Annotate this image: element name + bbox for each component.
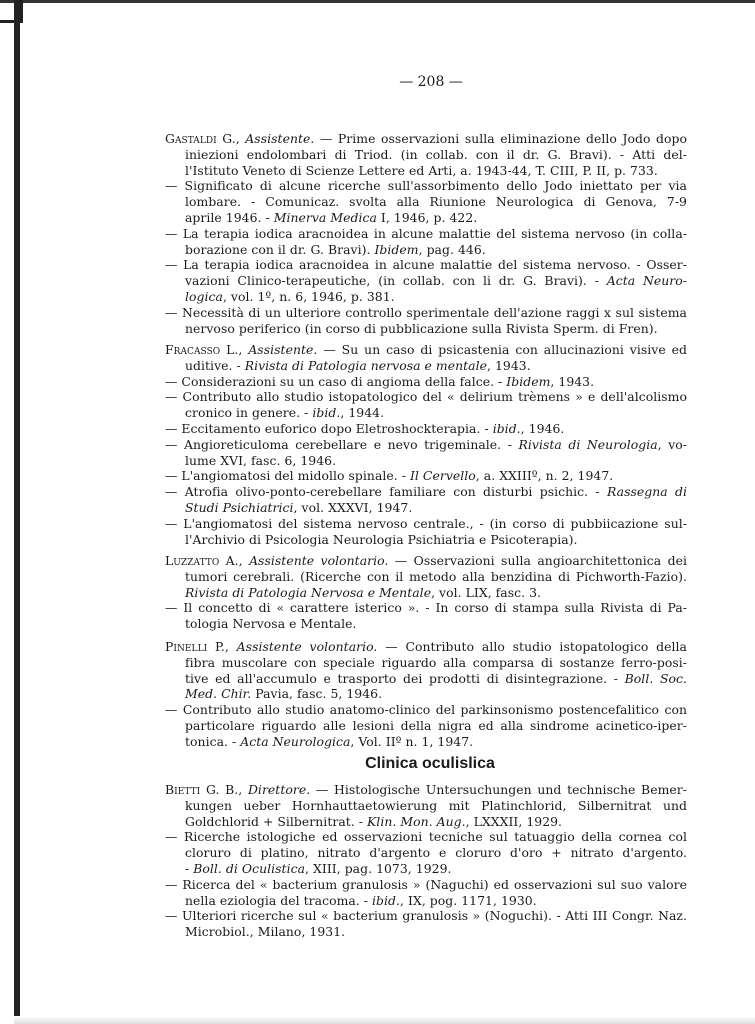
text-segment: — Angioreticuloma cerebellare e nevo trigeminale. - (165, 436, 519, 452)
text-segment: — Eccitamento euforico dopo Eletroshockterapia. - (165, 421, 493, 436)
text-line (185, 194, 687, 209)
text-segment: kungen ueber Hornhauttaetowierung mit Platinchlorid, Silbernitrat und (185, 797, 687, 813)
text-line (185, 734, 687, 749)
italic-text: Direttore. (247, 782, 311, 797)
text-line (165, 639, 687, 654)
text-segment: , 1943. (486, 357, 531, 373)
text-line (165, 553, 687, 568)
text-line (165, 374, 687, 389)
author-name: Gastaldi (165, 131, 217, 146)
page-number: — 208 — (399, 74, 463, 90)
text-segment: — L'angiomatosi del midollo spinale. - (165, 468, 410, 484)
text-line (165, 600, 687, 615)
italic-text: Assistente. (245, 131, 315, 146)
author-name: Bietti (165, 782, 201, 797)
text-segment: — Prime osservazioni sulla eliminazione dello Jodo dopo (314, 131, 687, 146)
text-line (185, 453, 687, 468)
text-segment: — Contributo allo studio anatomo-clinico del parkinsonismo postencefalitico con (165, 702, 687, 718)
italic-text: Assistente volontario. (249, 553, 389, 568)
text-line (185, 893, 687, 908)
text-segment: nella eziologia del tracoma. - (185, 892, 373, 908)
author-name: Pinelli (165, 639, 208, 654)
text-segment: — La terapia iodica aracnoidea in alcune malattie del sistema nervoso (in colla- (165, 225, 687, 241)
italic-text: Boll. di Oculistica (193, 861, 306, 876)
text-line (185, 585, 687, 600)
italic-text: Rivista di Neurologia (518, 436, 658, 452)
text-line (185, 210, 687, 225)
scan-border-top (0, 0, 755, 3)
text-segment: nervoso periferico (in corso di pubblicazione sulla Rivista Sperm. di Fren). (185, 320, 658, 336)
italic-text: ibid. (312, 405, 341, 421)
text-line (165, 468, 687, 483)
text-segment: — Contributo allo studio istopatologico del « delirium trèmens » e dell'alcolismo (165, 389, 687, 405)
text-segment: — Considerazioni su un caso di angioma della falce. - (165, 373, 507, 389)
text-segment: — Ricerca del « bacterium granulosis » (Naguchi) ed osservazioni sul suo valore (165, 876, 687, 892)
italic-text: Boll. Soc. (624, 670, 687, 686)
text-segment: tive ed all'accumulo e trasporto dei prodotti di disintegrazione. - (185, 670, 625, 686)
italic-text: Minerva Medica (273, 210, 377, 225)
text-segment: — Su un caso di psicastenia con allucinazioni visive ed (317, 342, 688, 357)
text-segment: , vol. 1º, n. 6, 1946, p. 381. (222, 289, 395, 304)
text-segment: — Necessità di un ulteriore controllo sperimentale dell'azione raggi x sul sistema (165, 304, 687, 320)
text-segment: , LXXXII, 1929. (465, 813, 563, 829)
italic-text: Acta Neurologica (240, 733, 351, 749)
text-segment: , 1944. (340, 405, 385, 421)
text-line (185, 845, 687, 860)
text-segment: — L'angiomatosi del sistema nervoso centrale., - (in corso di pubbiicazione sul- (165, 515, 687, 531)
text-segment: borazione con il dr. G. Bravi). (185, 241, 375, 257)
text-segment: , 1946. (520, 421, 565, 436)
text-line (185, 814, 687, 829)
text-line (165, 342, 687, 357)
text-line (165, 782, 687, 797)
italic-text: logica (185, 289, 223, 304)
text-line (185, 405, 687, 420)
text-segment: — Contributo allo studio istopatologico della (377, 639, 687, 654)
text-line (165, 421, 687, 436)
text-line (185, 242, 687, 257)
text-segment: , IX, pog. 1171, 1930. (400, 892, 537, 908)
text-line (185, 718, 687, 733)
text-segment: , XIII, pag. 1073, 1929. (305, 861, 452, 876)
italic-text: Rivista di Patologia nervosa e mentale (244, 357, 487, 373)
text-line (185, 569, 687, 584)
text-line (185, 163, 687, 178)
text-segment: G., (216, 131, 246, 146)
text-segment: - (185, 861, 194, 876)
italic-text: Il Cervello (409, 468, 476, 484)
text-line (185, 671, 687, 686)
text-segment: lume XVI, fasc. 6, 1946. (185, 452, 337, 468)
text-segment: A., (219, 553, 250, 568)
text-line (165, 516, 687, 531)
text-line (165, 877, 687, 892)
text-line (165, 484, 687, 499)
text-segment: P., (207, 639, 237, 654)
text-line (185, 861, 687, 876)
text-line (185, 686, 687, 701)
text-line (165, 131, 687, 146)
text-line (185, 289, 687, 304)
text-segment: — Il concetto di « carattere isterico ». - In corso di stampa sulla Rivista di Pa- (165, 600, 687, 616)
text-segment: , a. XXIIIº, n. 2, 1947. (475, 468, 614, 484)
italic-text: Assistente volontario. (236, 639, 378, 654)
italic-text: Rassegna di (606, 484, 687, 500)
italic-text: Med. Chir. (185, 686, 252, 702)
italic-text: ibid. (492, 421, 521, 436)
text-segment: Goldchlorid + Silbernitrat. - (185, 813, 367, 829)
text-line (165, 226, 687, 241)
text-line (185, 532, 687, 547)
text-line (165, 389, 687, 404)
text-segment: uditive. - (185, 357, 245, 373)
text-segment: fibra muscolare con speciale riguardo alla comparsa di sostanze ferro-posi- (185, 654, 687, 670)
text-segment: cronico in genere. - (185, 405, 313, 421)
text-segment: I, 1946, p. 422. (376, 210, 478, 225)
text-segment: — La terapia iodica aracnoidea in alcune malattie del sistema nervoso. - Osser- (165, 257, 687, 273)
text-line (165, 437, 687, 452)
text-segment: — Osservazioni sulla angioarchitettonica dei (388, 553, 687, 568)
text-segment: — Atrofia olivo-ponto-cerebellare familiare con disturbi psichic. - (165, 484, 607, 500)
italic-text: Studi Psichiatrici (185, 500, 294, 515)
text-segment: — Histologische Untersuchungen und technische Bemer- (310, 782, 687, 797)
italic-text: Assistente. (248, 342, 318, 357)
text-line (165, 257, 687, 272)
text-line (185, 321, 687, 336)
text-line (165, 178, 687, 193)
text-line (165, 829, 687, 844)
text-segment: l'Archivio di Psicologia Neurologia Psichiatria e Psicoterapia). (185, 531, 578, 547)
text-line (185, 924, 687, 939)
text-segment: cloruro di platino, nitrato d'argento e cloruro d'oro + nitrato d'argento. (185, 845, 687, 861)
italic-text: Klin. Mon. Aug. (367, 813, 466, 829)
text-segment: particolare riguardo alle lesioni della nigra ed alla sindrome acinetico-iper- (185, 718, 687, 733)
text-line (185, 616, 687, 631)
text-segment: iniezioni endolombari di Triod. (in collab. con il dr. G. Bravi). - Atti del- (185, 146, 687, 162)
text-line (185, 358, 687, 373)
text-segment: vazioni Clinico-terapeutiche, (in collab. con li dr. G. Bravi). - (185, 273, 607, 289)
italic-text: Rivista di Patologia Nervosa e Mentale (185, 584, 432, 600)
text-line (185, 798, 687, 813)
text-segment: , pag. 446. (418, 241, 486, 257)
italic-text: Acta Neuro- (606, 273, 688, 289)
text-segment: lombare. - Comunicaz. svolta alla Riunione Neurologica di Genova, 7-9 (185, 194, 687, 210)
text-line (185, 273, 687, 288)
text-segment: l'Istituto Veneto di Scienze Lettere ed Arti, a. 1943-44, T. CIII, P. II, p. 733. (185, 162, 658, 178)
text-segment: — Ulteriori ricerche sul « bacterium granulosis » (Noguchi). - Atti III Congr. Naz. (165, 908, 687, 924)
text-segment: aprile 1946. - (185, 210, 274, 225)
text-segment: , vo- (657, 436, 687, 452)
text-segment: — Significato di alcune ricerche sull'assorbimento dello Jodo iniettato per via (165, 178, 687, 194)
section-heading: Clinica oculislica (365, 755, 495, 772)
text-segment: G. B., (200, 782, 248, 797)
text-segment: — Ricerche istologiche ed osservazioni tecniche sul tatuaggio della cornea col (165, 829, 687, 845)
text-segment: tonica. - (185, 733, 241, 749)
text-segment: , vol. XXXVI, 1947. (293, 500, 413, 515)
text-segment: , vol. LIX, fasc. 3. (431, 584, 542, 600)
text-segment: L., (220, 342, 249, 357)
italic-text: ibid. (372, 892, 401, 908)
text-line (165, 305, 687, 320)
text-segment: , Vol. IIº n. 1, 1947. (350, 733, 474, 749)
author-name: Luzzatto (165, 553, 220, 568)
author-name: Fracasso (165, 342, 221, 357)
text-segment: tumori cerebrali. (Ricerche con il metodo alla benzidina di Pichworth-Fazio). (185, 568, 687, 584)
text-segment: , 1943. (550, 373, 595, 389)
scan-border-left (14, 0, 20, 1024)
text-segment: tologia Nervosa e Mentale. (185, 616, 357, 632)
italic-text: Ibidem (374, 241, 419, 257)
text-segment: Microbiol., Milano, 1931. (185, 924, 346, 940)
text-line (185, 147, 687, 162)
text-line (165, 908, 687, 923)
text-line (185, 500, 687, 515)
text-line (165, 702, 687, 717)
text-line (185, 655, 687, 670)
text-segment: Pavia, fasc. 5, 1946. (251, 686, 383, 702)
italic-text: Ibidem (506, 373, 551, 389)
scan-border-bottom (14, 1016, 755, 1024)
